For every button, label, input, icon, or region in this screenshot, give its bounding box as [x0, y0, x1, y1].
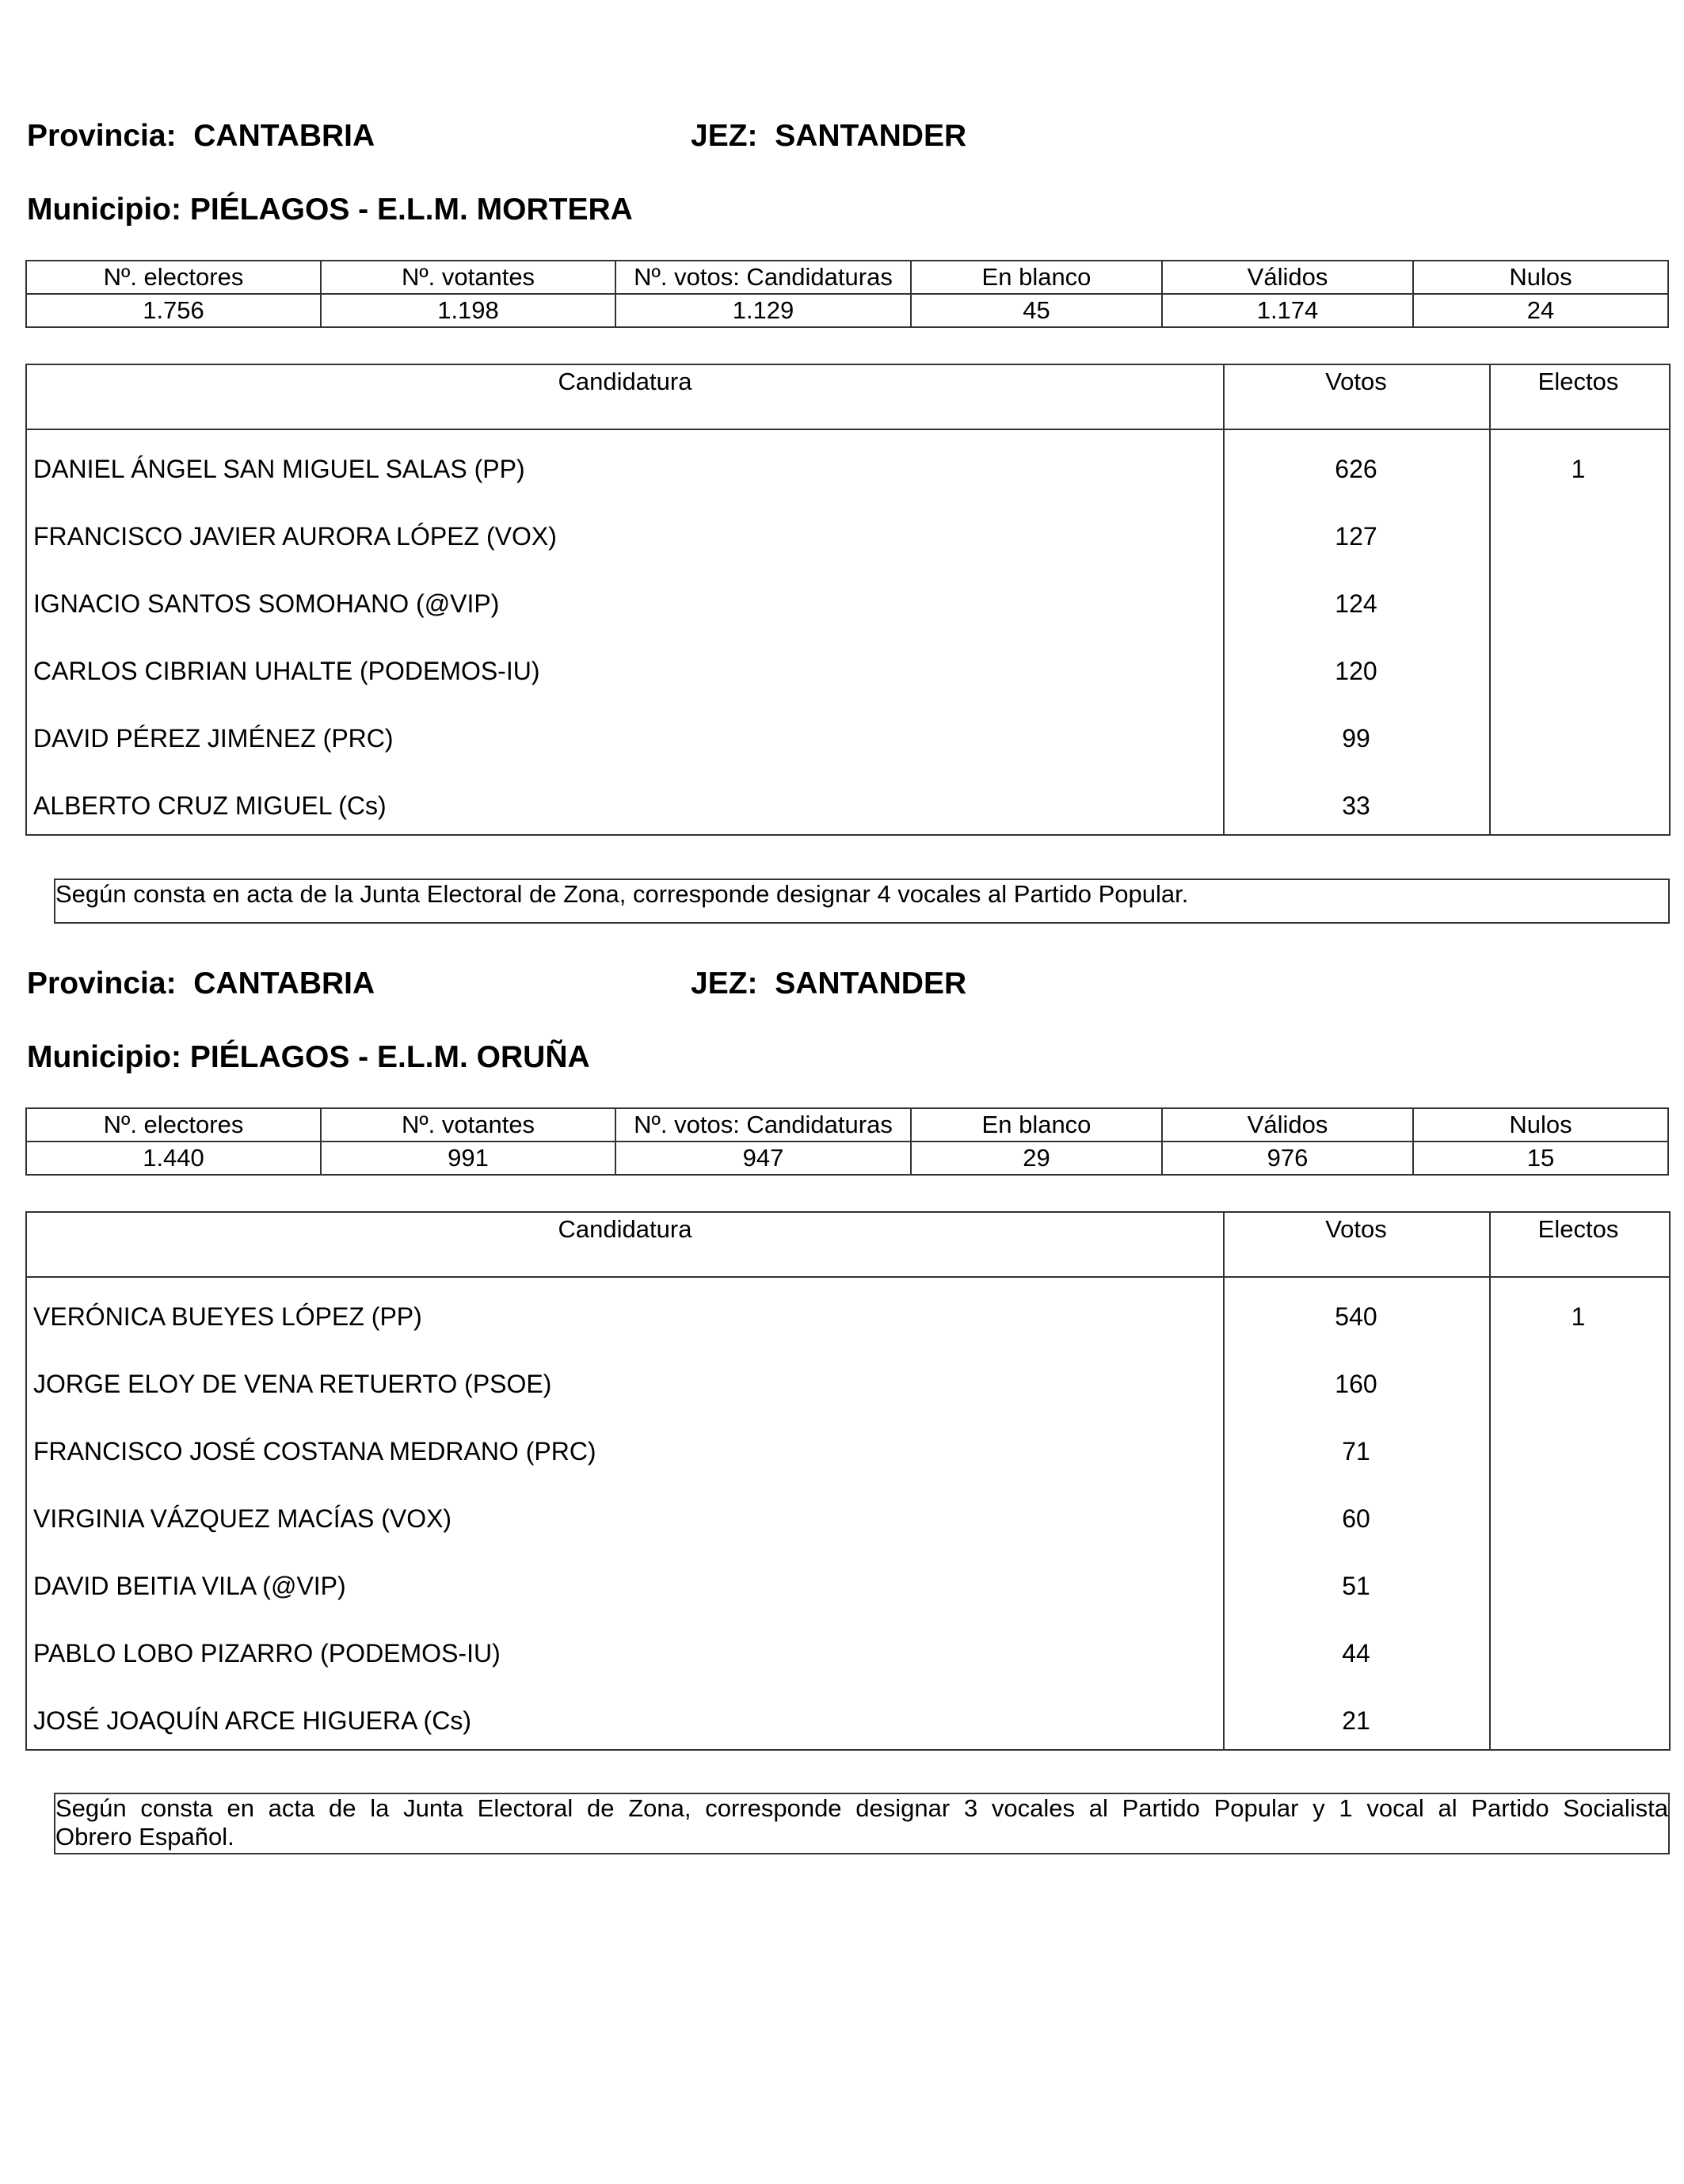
candidate-electos: 1: [1571, 455, 1586, 483]
candidate-votes: 127: [1335, 522, 1377, 551]
candidate-name: DANIEL ÁNGEL SAN MIGUEL SALAS (PP): [33, 455, 525, 483]
candidate-votes: 33: [1342, 791, 1370, 820]
candidate-votes: 160: [1335, 1370, 1377, 1398]
candidate-row: [27, 1345, 1669, 1412]
candidate-row: [27, 1614, 1669, 1682]
electos-header: Electos: [1537, 1215, 1619, 1243]
stats-value: 29: [911, 1142, 1162, 1175]
stats-value: 947: [615, 1142, 911, 1175]
stats-value: 1.174: [1162, 294, 1413, 327]
candidate-votes: 124: [1335, 589, 1377, 618]
note-text-line: Obrero Español.: [55, 1823, 234, 1850]
stats-header: En blanco: [911, 261, 1162, 294]
candidate-row: [27, 1480, 1669, 1547]
municipio-label: Municipio:: [27, 1040, 181, 1074]
stats-value: 1.756: [26, 294, 321, 327]
votos-header: Votos: [1325, 1215, 1387, 1243]
jez-line: [691, 966, 966, 1001]
candidate-name: CARLOS CIBRIAN UHALTE (PODEMOS-IU): [33, 657, 540, 685]
candidate-votes: 60: [1342, 1504, 1370, 1533]
stats-header: Nº. votantes: [321, 261, 615, 294]
stats-header: Nº. votos: Candidaturas: [615, 1108, 911, 1142]
stats-value: 1.129: [615, 294, 911, 327]
candidate-row: [27, 1682, 1669, 1749]
stats-header: Nº. votantes: [321, 1108, 615, 1142]
candidate-electos: 1: [1571, 1302, 1586, 1331]
provincia-value: CANTABRIA: [193, 119, 375, 153]
candidate-row: [27, 497, 1669, 565]
stats-value-row: [26, 294, 1668, 327]
stats-header: En blanco: [911, 1108, 1162, 1142]
candidates-header: [27, 365, 1669, 430]
jez-line: [691, 119, 966, 154]
provincia-value: CANTABRIA: [193, 966, 375, 1001]
stats-header: Válidos: [1162, 261, 1413, 294]
candidate-votes: 99: [1342, 724, 1370, 753]
stats-value: 1.198: [321, 294, 615, 327]
municipio-label: Municipio:: [27, 192, 181, 227]
candidate-name: JOSÉ JOAQUÍN ARCE HIGUERA (Cs): [33, 1706, 471, 1735]
candidates-header: [27, 1213, 1669, 1278]
electos-header: Electos: [1537, 368, 1619, 395]
candidate-name: VIRGINIA VÁZQUEZ MACÍAS (VOX): [33, 1504, 452, 1533]
jez-label: JEZ:: [691, 966, 758, 1001]
jez-value: SANTANDER: [775, 119, 967, 153]
candidate-row: [27, 1278, 1669, 1345]
candidatura-header: Candidatura: [558, 368, 692, 395]
provincia-line: [27, 966, 375, 1001]
stats-header: Nulos: [1413, 1108, 1668, 1142]
candidate-row: [27, 767, 1669, 834]
candidates-table: [25, 1211, 1671, 1751]
candidate-row: [27, 632, 1669, 699]
stats-header-row: [26, 1108, 1668, 1142]
candidate-name: ALBERTO CRUZ MIGUEL (Cs): [33, 791, 387, 820]
candidate-row: [27, 565, 1669, 632]
stats-table: [25, 260, 1669, 328]
note-text: Según consta en acta de la Junta Electoral de Zona, corresponde designar 4 vocales al Partido Popular.: [55, 880, 1189, 908]
stats-value-row: [26, 1142, 1668, 1175]
candidate-name: FRANCISCO JOSÉ COSTANA MEDRANO (PRC): [33, 1437, 596, 1466]
note-text-line: Según consta en acta de la Junta Electoral de Zona, corresponde designar 3 vocales al Partido Popular y 1 vocal al Partido Socialista: [55, 1794, 1668, 1822]
candidate-votes: 71: [1342, 1437, 1370, 1466]
candidates-table: [25, 364, 1671, 836]
candidate-name: VERÓNICA BUEYES LÓPEZ (PP): [33, 1302, 422, 1331]
candidate-name: DAVID BEITIA VILA (@VIP): [33, 1572, 346, 1600]
stats-value: 991: [321, 1142, 615, 1175]
candidate-name: PABLO LOBO PIZARRO (PODEMOS-IU): [33, 1639, 501, 1668]
stats-header: Nº. electores: [26, 261, 321, 294]
provincia-label: Provincia:: [27, 119, 177, 153]
votos-header: Votos: [1325, 368, 1387, 395]
municipio-value: PIÉLAGOS - E.L.M. ORUÑA: [189, 1040, 590, 1074]
candidate-row: [27, 1412, 1669, 1480]
designation-note: [54, 879, 1670, 924]
stats-value: 1.440: [26, 1142, 321, 1175]
candidate-name: JORGE ELOY DE VENA RETUERTO (PSOE): [33, 1370, 552, 1398]
candidate-votes: 21: [1342, 1706, 1370, 1735]
candidatura-header: Candidatura: [558, 1215, 692, 1243]
designation-note: [54, 1793, 1670, 1854]
candidate-row: [27, 430, 1669, 497]
candidate-votes: 51: [1342, 1572, 1370, 1600]
candidate-votes: 44: [1342, 1639, 1370, 1668]
jez-label: JEZ:: [691, 119, 758, 153]
municipio-line: [27, 192, 633, 227]
stats-header-row: [26, 261, 1668, 294]
candidate-name: FRANCISCO JAVIER AURORA LÓPEZ (VOX): [33, 522, 557, 551]
candidate-name: IGNACIO SANTOS SOMOHANO (@VIP): [33, 589, 500, 618]
stats-value: 24: [1413, 294, 1668, 327]
candidate-votes: 626: [1335, 455, 1377, 483]
stats-table: [25, 1107, 1669, 1176]
candidate-name: DAVID PÉREZ JIMÉNEZ (PRC): [33, 724, 394, 753]
municipio-line: [27, 1040, 590, 1075]
stats-value: 45: [911, 294, 1162, 327]
stats-header: Nº. electores: [26, 1108, 321, 1142]
candidate-row: [27, 699, 1669, 767]
candidate-row: [27, 1547, 1669, 1614]
stats-header: Válidos: [1162, 1108, 1413, 1142]
candidate-votes: 540: [1335, 1302, 1377, 1331]
stats-value: 976: [1162, 1142, 1413, 1175]
stats-header: Nº. votos: Candidaturas: [615, 261, 911, 294]
provincia-label: Provincia:: [27, 966, 177, 1001]
provincia-line: [27, 119, 375, 154]
stats-header: Nulos: [1413, 261, 1668, 294]
municipio-value: PIÉLAGOS - E.L.M. MORTERA: [189, 192, 633, 227]
jez-value: SANTANDER: [775, 966, 967, 1001]
candidate-votes: 120: [1335, 657, 1377, 685]
stats-value: 15: [1413, 1142, 1668, 1175]
